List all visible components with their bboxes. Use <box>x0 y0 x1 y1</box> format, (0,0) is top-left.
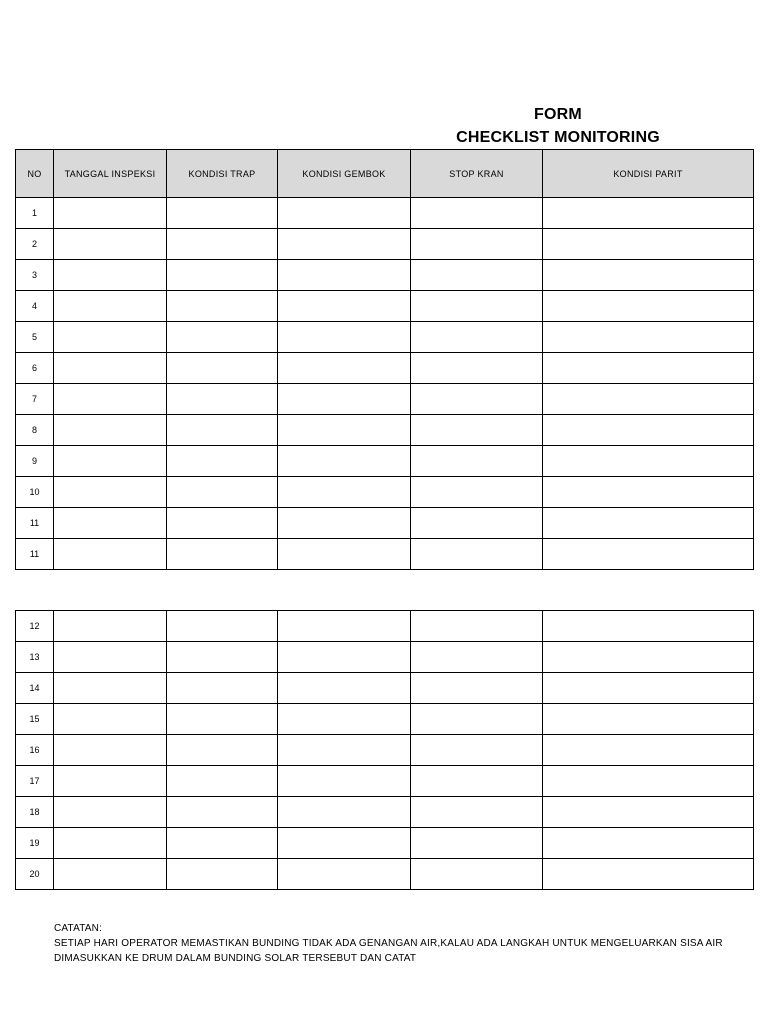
row-number: 11 <box>16 508 54 539</box>
table-row <box>16 859 754 890</box>
cell-stop-kran[interactable] <box>411 539 543 570</box>
cell-kondisi-gembok[interactable] <box>278 260 411 291</box>
row-number: 16 <box>16 735 54 766</box>
table-header-row <box>16 150 754 198</box>
cell-kondisi-trap[interactable] <box>167 446 278 477</box>
cell-kondisi-parit[interactable] <box>543 260 754 291</box>
notes-section <box>54 921 723 966</box>
cell-tanggal-inspeksi[interactable] <box>54 539 167 570</box>
row-number: 8 <box>16 415 54 446</box>
header-kondisi-trap: KONDISI TRAP <box>167 150 278 198</box>
cell-stop-kran[interactable] <box>411 797 543 828</box>
cell-kondisi-gembok[interactable] <box>278 291 411 322</box>
cell-stop-kran[interactable] <box>411 828 543 859</box>
cell-kondisi-gembok[interactable] <box>278 642 411 673</box>
cell-kondisi-parit[interactable] <box>543 642 754 673</box>
cell-kondisi-parit[interactable] <box>543 198 754 229</box>
notes-line-2: DIMASUKKAN KE DRUM DALAM BUNDING SOLAR TERSEBUT DAN CATAT <box>54 953 417 964</box>
cell-kondisi-parit[interactable] <box>543 735 754 766</box>
row-number: 7 <box>16 384 54 415</box>
cell-stop-kran[interactable] <box>411 673 543 704</box>
cell-stop-kran[interactable] <box>411 859 543 890</box>
cell-kondisi-parit[interactable] <box>543 384 754 415</box>
header-stop-kran: STOP KRAN <box>411 150 543 198</box>
table-row <box>16 322 754 353</box>
cell-tanggal-inspeksi[interactable] <box>54 446 167 477</box>
table-row <box>16 198 754 229</box>
cell-kondisi-trap[interactable] <box>167 704 278 735</box>
header-no: NO <box>16 150 54 198</box>
cell-kondisi-trap[interactable] <box>167 611 278 642</box>
cell-kondisi-trap[interactable] <box>167 353 278 384</box>
cell-tanggal-inspeksi[interactable] <box>54 229 167 260</box>
cell-kondisi-parit[interactable] <box>543 539 754 570</box>
cell-kondisi-trap[interactable] <box>167 291 278 322</box>
row-number: 17 <box>16 766 54 797</box>
cell-tanggal-inspeksi[interactable] <box>54 260 167 291</box>
row-number: 18 <box>16 797 54 828</box>
cell-stop-kran[interactable] <box>411 446 543 477</box>
cell-kondisi-trap[interactable] <box>167 642 278 673</box>
table-row <box>16 797 754 828</box>
cell-tanggal-inspeksi[interactable] <box>54 353 167 384</box>
cell-kondisi-gembok[interactable] <box>278 766 411 797</box>
cell-kondisi-parit[interactable] <box>543 704 754 735</box>
cell-kondisi-parit[interactable] <box>543 859 754 890</box>
table-row <box>16 353 754 384</box>
cell-tanggal-inspeksi[interactable] <box>54 642 167 673</box>
row-number: 4 <box>16 291 54 322</box>
cell-kondisi-gembok[interactable] <box>278 229 411 260</box>
row-number: 10 <box>16 477 54 508</box>
cell-kondisi-parit[interactable] <box>543 291 754 322</box>
cell-kondisi-gembok[interactable] <box>278 415 411 446</box>
cell-kondisi-trap[interactable] <box>167 859 278 890</box>
table-row <box>16 766 754 797</box>
form-subtitle: CHECKLIST MONITORING <box>456 129 660 146</box>
notes-label: CATATAN: <box>54 923 103 934</box>
cell-kondisi-parit[interactable] <box>543 611 754 642</box>
row-number: 2 <box>16 229 54 260</box>
table-row <box>16 384 754 415</box>
cell-kondisi-trap[interactable] <box>167 797 278 828</box>
cell-kondisi-parit[interactable] <box>543 446 754 477</box>
header-kondisi-parit: KONDISI PARIT <box>543 150 754 198</box>
cell-kondisi-parit[interactable] <box>543 508 754 539</box>
cell-kondisi-gembok[interactable] <box>278 735 411 766</box>
table-row <box>16 539 754 570</box>
table-row <box>16 642 754 673</box>
cell-kondisi-parit[interactable] <box>543 477 754 508</box>
cell-kondisi-gembok[interactable] <box>278 384 411 415</box>
cell-kondisi-parit[interactable] <box>543 353 754 384</box>
checklist-table-continued <box>15 610 754 890</box>
table-row <box>16 828 754 859</box>
cell-tanggal-inspeksi[interactable] <box>54 384 167 415</box>
cell-tanggal-inspeksi[interactable] <box>54 198 167 229</box>
notes-line-1: SETIAP HARI OPERATOR MEMASTIKAN BUNDING TIDAK ADA GENANGAN AIR,KALAU ADA LANGKAH UNTUK MENGELUARKAN SISA AIR <box>54 938 723 949</box>
row-number: 12 <box>16 611 54 642</box>
cell-tanggal-inspeksi[interactable] <box>54 766 167 797</box>
cell-stop-kran[interactable] <box>411 735 543 766</box>
cell-stop-kran[interactable] <box>411 198 543 229</box>
row-number: 1 <box>16 198 54 229</box>
row-number: 15 <box>16 704 54 735</box>
cell-tanggal-inspeksi[interactable] <box>54 508 167 539</box>
table-row <box>16 735 754 766</box>
row-number: 3 <box>16 260 54 291</box>
cell-kondisi-gembok[interactable] <box>278 859 411 890</box>
row-number: 9 <box>16 446 54 477</box>
cell-kondisi-trap[interactable] <box>167 198 278 229</box>
cell-kondisi-parit[interactable] <box>543 322 754 353</box>
cell-kondisi-trap[interactable] <box>167 415 278 446</box>
cell-kondisi-trap[interactable] <box>167 673 278 704</box>
table-row <box>16 415 754 446</box>
cell-kondisi-trap[interactable] <box>167 539 278 570</box>
cell-kondisi-parit[interactable] <box>543 828 754 859</box>
row-number: 14 <box>16 673 54 704</box>
cell-kondisi-gembok[interactable] <box>278 828 411 859</box>
table-row <box>16 508 754 539</box>
cell-kondisi-trap[interactable] <box>167 229 278 260</box>
cell-tanggal-inspeksi[interactable] <box>54 291 167 322</box>
row-number: 5 <box>16 322 54 353</box>
cell-tanggal-inspeksi[interactable] <box>54 415 167 446</box>
cell-stop-kran[interactable] <box>411 260 543 291</box>
cell-kondisi-gembok[interactable] <box>278 673 411 704</box>
checklist-table <box>15 149 754 570</box>
cell-tanggal-inspeksi[interactable] <box>54 477 167 508</box>
cell-kondisi-gembok[interactable] <box>278 353 411 384</box>
cell-tanggal-inspeksi[interactable] <box>54 611 167 642</box>
cell-kondisi-gembok[interactable] <box>278 508 411 539</box>
cell-stop-kran[interactable] <box>411 291 543 322</box>
cell-kondisi-parit[interactable] <box>543 797 754 828</box>
cell-kondisi-trap[interactable] <box>167 828 278 859</box>
cell-kondisi-gembok[interactable] <box>278 539 411 570</box>
cell-tanggal-inspeksi[interactable] <box>54 322 167 353</box>
table-row <box>16 704 754 735</box>
cell-kondisi-trap[interactable] <box>167 735 278 766</box>
cell-stop-kran[interactable] <box>411 322 543 353</box>
cell-kondisi-gembok[interactable] <box>278 446 411 477</box>
cell-tanggal-inspeksi[interactable] <box>54 828 167 859</box>
row-number: 11 <box>16 539 54 570</box>
cell-kondisi-gembok[interactable] <box>278 198 411 229</box>
cell-stop-kran[interactable] <box>411 704 543 735</box>
cell-stop-kran[interactable] <box>411 229 543 260</box>
cell-kondisi-parit[interactable] <box>543 766 754 797</box>
cell-kondisi-trap[interactable] <box>167 508 278 539</box>
cell-kondisi-trap[interactable] <box>167 766 278 797</box>
cell-tanggal-inspeksi[interactable] <box>54 797 167 828</box>
cell-stop-kran[interactable] <box>411 384 543 415</box>
cell-kondisi-parit[interactable] <box>543 415 754 446</box>
cell-stop-kran[interactable] <box>411 642 543 673</box>
cell-kondisi-trap[interactable] <box>167 384 278 415</box>
table-row <box>16 446 754 477</box>
cell-kondisi-gembok[interactable] <box>278 322 411 353</box>
cell-stop-kran[interactable] <box>411 508 543 539</box>
cell-stop-kran[interactable] <box>411 611 543 642</box>
cell-kondisi-gembok[interactable] <box>278 704 411 735</box>
row-number: 19 <box>16 828 54 859</box>
table-row <box>16 291 754 322</box>
table-row <box>16 673 754 704</box>
cell-tanggal-inspeksi[interactable] <box>54 673 167 704</box>
cell-stop-kran[interactable] <box>411 353 543 384</box>
table-row <box>16 229 754 260</box>
cell-kondisi-gembok[interactable] <box>278 611 411 642</box>
table-row <box>16 260 754 291</box>
cell-kondisi-gembok[interactable] <box>278 797 411 828</box>
cell-kondisi-trap[interactable] <box>167 260 278 291</box>
cell-stop-kran[interactable] <box>411 415 543 446</box>
header-kondisi-gembok: KONDISI GEMBOK <box>278 150 411 198</box>
cell-tanggal-inspeksi[interactable] <box>54 704 167 735</box>
table-row <box>16 477 754 508</box>
cell-kondisi-parit[interactable] <box>543 673 754 704</box>
cell-kondisi-trap[interactable] <box>167 477 278 508</box>
row-number: 6 <box>16 353 54 384</box>
cell-stop-kran[interactable] <box>411 477 543 508</box>
cell-kondisi-trap[interactable] <box>167 322 278 353</box>
row-number: 13 <box>16 642 54 673</box>
cell-kondisi-parit[interactable] <box>543 229 754 260</box>
cell-tanggal-inspeksi[interactable] <box>54 735 167 766</box>
cell-tanggal-inspeksi[interactable] <box>54 859 167 890</box>
header-tanggal-inspeksi: TANGGAL INSPEKSI <box>54 150 167 198</box>
cell-kondisi-gembok[interactable] <box>278 477 411 508</box>
table-row <box>16 611 754 642</box>
form-title: FORM <box>534 106 582 123</box>
cell-stop-kran[interactable] <box>411 766 543 797</box>
row-number: 20 <box>16 859 54 890</box>
